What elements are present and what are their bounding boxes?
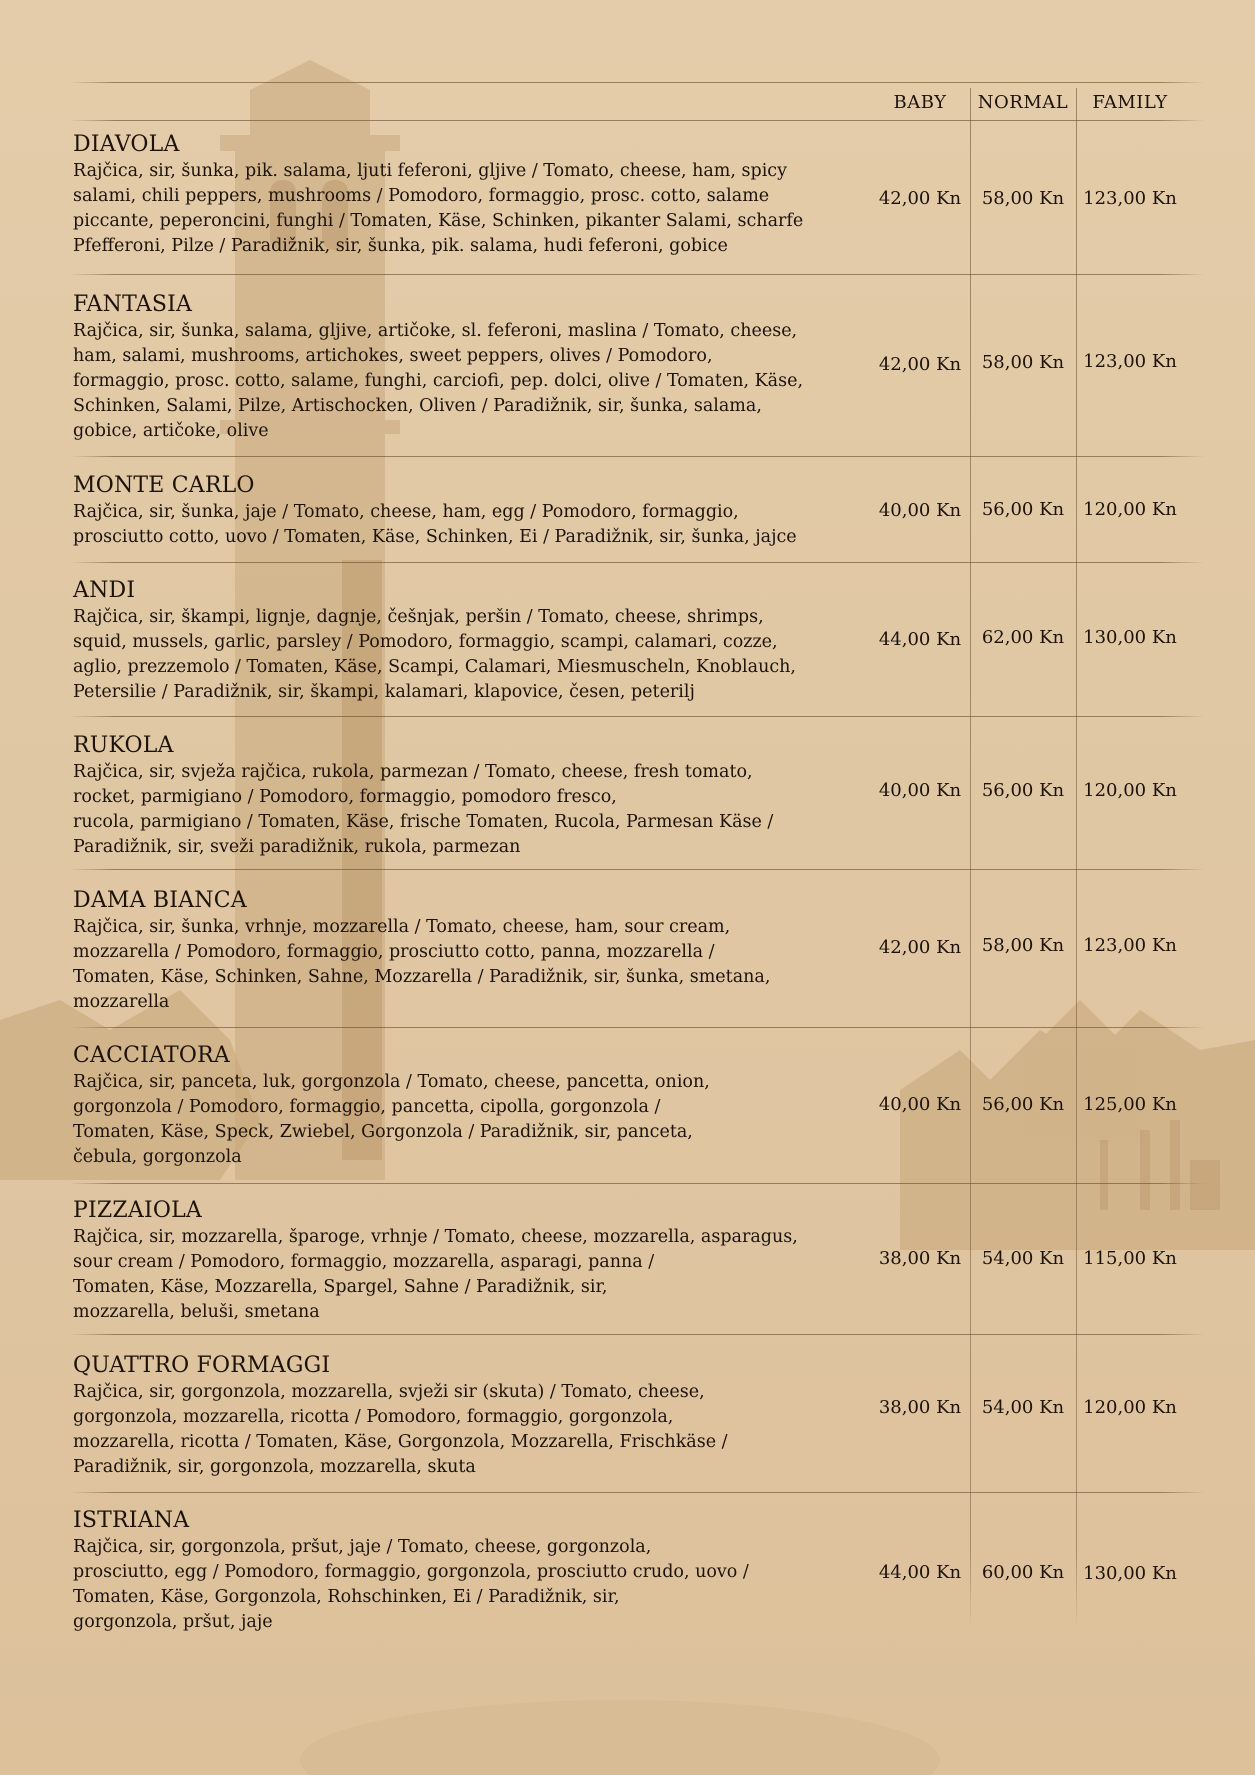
menu-item xyxy=(73,1042,808,1170)
pizza-description: Rajčica, sir, panceta, luk, gorgonzola / Tomato, cheese, pancetta, onion, gorgonzola / Pomodoro, formaggio, pancetta, cipolla, gorgonzola / Tomaten, Käse, Speck, Zwiebel, Gorgonzola / Paradižnik, sir, panceta, čebula, gorgonzola xyxy=(73,1072,710,1167)
rule-row xyxy=(70,869,1205,870)
menu-item xyxy=(73,887,808,1015)
price-baby: 42,00 Kn xyxy=(878,188,962,209)
price-family: 123,00 Kn xyxy=(1083,188,1177,209)
pizza-name: PIZZAIOLA xyxy=(73,1198,202,1223)
menu-item xyxy=(73,577,808,705)
price-family: 120,00 Kn xyxy=(1083,1397,1177,1418)
pizza-description: Rajčica, sir, šunka, salama, gljive, artičoke, sl. feferoni, maslina / Tomato, cheese, ham, salami, mushrooms, artichokes, sweet peppers, olives / Pomodoro, formaggio, prosc. cotto, salame, funghi, carciofi, pep. dolci, olive / Tomaten, Käse, Schinken, Salami, Pilze, Artischocken, Oliven / Paradižnik, sir, šunka, salama, gobice, artičoke, olive xyxy=(73,321,804,441)
column-header-baby: BABY xyxy=(893,92,947,113)
rule-header xyxy=(70,120,1205,121)
price-normal: 56,00 Kn xyxy=(981,1094,1065,1115)
price-family: 130,00 Kn xyxy=(1083,1563,1177,1584)
rule-row xyxy=(70,562,1205,563)
price-baby: 40,00 Kn xyxy=(878,780,962,801)
price-family: 125,00 Kn xyxy=(1083,1094,1177,1115)
price-normal: 58,00 Kn xyxy=(981,352,1065,373)
rule-row xyxy=(70,456,1205,457)
menu-item xyxy=(73,1352,808,1480)
column-divider xyxy=(970,88,971,1628)
price-baby: 44,00 Kn xyxy=(878,1562,962,1583)
price-baby: 38,00 Kn xyxy=(878,1248,962,1269)
column-header-normal: NORMAL xyxy=(977,92,1069,113)
rule-top xyxy=(70,82,1205,83)
menu-item xyxy=(73,1197,808,1325)
price-family: 130,00 Kn xyxy=(1083,627,1177,648)
price-baby: 42,00 Kn xyxy=(878,354,962,375)
pizza-description: Rajčica, sir, šunka, jaje / Tomato, cheese, ham, egg / Pomodoro, formaggio, prosciutto cotto, uovo / Tomaten, Käse, Schinken, Ei / Paradižnik, sir, šunka, jajce xyxy=(73,502,797,547)
pizza-description: Rajčica, sir, škampi, lignje, dagnje, češnjak, peršin / Tomato, cheese, shrimps, squid, mussels, garlic, parsley / Pomodoro, formaggio, scampi, calamari, cozze, aglio, prezzemolo / Tomaten, Käse, Scampi, Calamari, Miesmuscheln, Knoblauch, Petersilie / Paradižnik, sir, škampi, kalamari, klapovice, česen, peterilj xyxy=(73,607,796,702)
price-normal: 56,00 Kn xyxy=(981,780,1065,801)
price-normal: 54,00 Kn xyxy=(981,1248,1065,1269)
pizza-description: Rajčica, sir, šunka, pik. salama, ljuti feferoni, gljive / Tomato, cheese, ham, spicy salami, chili peppers, mushrooms / Pomodoro, formaggio, prosc. cotto, salame piccante, peperoncini, funghi / Tomaten, Käse, Schinken, pikanter Salami, scharfe Pfefferoni, Pilze / Paradižnik, sir, šunka, pik. salama, hudi feferoni, gobice xyxy=(73,161,804,256)
price-baby: 40,00 Kn xyxy=(878,500,962,521)
rule-row xyxy=(70,1334,1205,1335)
menu-item xyxy=(73,472,808,550)
price-normal: 60,00 Kn xyxy=(981,1562,1065,1583)
menu-item xyxy=(73,131,808,259)
pizza-description: Rajčica, sir, gorgonzola, mozzarella, svježi sir (skuta) / Tomato, cheese, gorgonzola, mozzarella, ricotta / Pomodoro, formaggio, gorgonzola, mozzarella, ricotta / Tomaten, Käse, Gorgonzola, Mozzarella, Frischkäse / Paradižnik, sir, gorgonzola, mozzarella, skuta xyxy=(73,1382,728,1477)
pizza-description: Rajčica, sir, svježa rajčica, rukola, parmezan / Tomato, cheese, fresh tomato, rocket, parmigiano / Pomodoro, formaggio, pomodoro fresco, rucola, parmigiano / Tomaten, Käse, frische Tomaten, Rucola, Parmesan Käse / Paradižnik, sir, sveži paradižnik, rukola, parmezan xyxy=(73,762,774,857)
pizza-name: ISTRIANA xyxy=(73,1508,190,1533)
menu-item xyxy=(73,732,808,860)
rule-row xyxy=(70,716,1205,717)
pizza-name: FANTASIA xyxy=(73,292,193,317)
menu-item xyxy=(73,1507,808,1635)
pizza-name: ANDI xyxy=(73,578,136,603)
pizza-name: RUKOLA xyxy=(73,733,174,758)
rule-row xyxy=(70,274,1205,275)
price-baby: 40,00 Kn xyxy=(878,1094,962,1115)
price-baby: 38,00 Kn xyxy=(878,1397,962,1418)
price-family: 115,00 Kn xyxy=(1083,1248,1177,1269)
price-baby: 44,00 Kn xyxy=(878,629,962,650)
pizza-description: Rajčica, sir, mozzarella, šparoge, vrhnje / Tomato, cheese, mozzarella, asparagus, sour cream / Pomodoro, formaggio, mozzarella, asparagi, panna / Tomaten, Käse, Mozzarella, Spargel, Sahne / Paradižnik, sir, mozzarella, beluši, smetana xyxy=(73,1227,798,1322)
price-baby: 42,00 Kn xyxy=(878,937,962,958)
pizza-description: Rajčica, sir, gorgonzola, pršut, jaje / Tomato, cheese, gorgonzola, prosciutto, egg / Pomodoro, formaggio, gorgonzola, prosciutto crudo, uovo / Tomaten, Käse, Gorgonzola, Rohschinken, Ei / Paradižnik, sir, gorgonzola, pršut, jaje xyxy=(73,1537,749,1632)
pizza-name: DAMA BIANCA xyxy=(73,888,247,913)
price-family: 123,00 Kn xyxy=(1083,351,1177,372)
rule-row xyxy=(70,1183,1205,1184)
price-family: 123,00 Kn xyxy=(1083,935,1177,956)
rule-row xyxy=(70,1492,1205,1493)
pizza-name: CACCIATORA xyxy=(73,1043,230,1068)
price-normal: 56,00 Kn xyxy=(981,499,1065,520)
price-normal: 58,00 Kn xyxy=(981,935,1065,956)
price-normal: 54,00 Kn xyxy=(981,1397,1065,1418)
price-family: 120,00 Kn xyxy=(1083,499,1177,520)
price-normal: 58,00 Kn xyxy=(981,188,1065,209)
rule-row xyxy=(70,1027,1205,1028)
pizza-name: QUATTRO FORMAGGI xyxy=(73,1353,331,1378)
column-header-family: FAMILY xyxy=(1092,92,1168,113)
pizza-description: Rajčica, sir, šunka, vrhnje, mozzarella / Tomato, cheese, ham, sour cream, mozzarella / Pomodoro, formaggio, prosciutto cotto, panna, mozzarella / Tomaten, Käse, Schinken, Sahne, Mozzarella / Paradižnik, sir, šunka, smetana, mozzarella xyxy=(73,917,771,1012)
column-divider xyxy=(1076,88,1077,1628)
pizza-name: DIAVOLA xyxy=(73,132,180,157)
price-normal: 62,00 Kn xyxy=(981,627,1065,648)
pizza-name: MONTE CARLO xyxy=(73,473,255,498)
menu-item xyxy=(73,291,808,444)
price-family: 120,00 Kn xyxy=(1083,780,1177,801)
